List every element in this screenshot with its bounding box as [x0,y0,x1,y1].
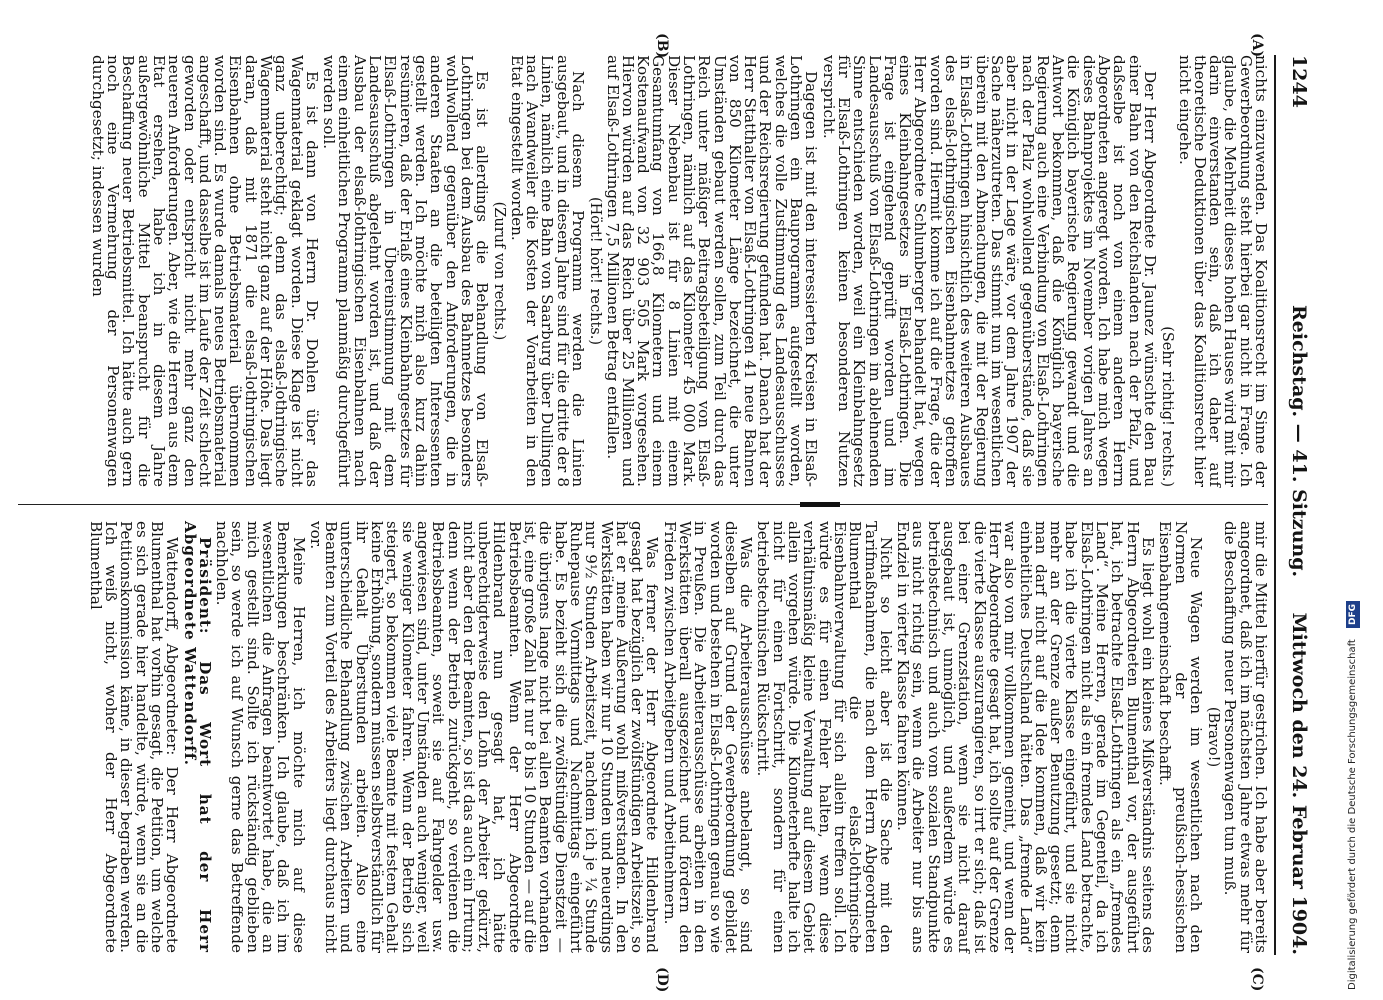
left-column [18,55,1268,487]
speaker-paragraph: Präsident: Das Wort hat der Herr Abgeordnete Wattendorff. [180,521,214,953]
paragraph: Meine Herren, ich möchte mich auf diese Bemerkungen beschränken. Ich glaube, daß ich im wesentlichen die Anfragen beantwortet habe, die an mich gestellt sind. Sollte ich rückständig geblieben sein, so werde ich auf Wunsch gerne das Betreffende nachholen. [213,521,308,953]
column-divider [18,504,1268,505]
dfg-logo: DFG [1346,601,1360,628]
paragraph: nichts einzuwenden. Das Koalitionsrecht im Sinne der Gewerbeordnung steht hierbei gar nicht in Frage. Ich glaube, die Mehrheit dieses hohen Hauses wird mit mir darin einverstanden sein, daß ich daher auf theoretische Deduktionen über das Koalitionsrecht hier nicht eingehe. [1175,55,1270,487]
interjection: (Bravo!) [1205,706,1222,768]
paragraph: Neue Wagen werden im wesentlichen nach den Normen der preußisch-hessischen Eisenbahngemeinschaft beschafft. [1156,521,1205,953]
interjection: (Hört! hört! rechts.) [587,197,604,345]
paragraph: Es liegt wohl ein kleines Mißverständnis seitens des Herrn Abgeordneten Blumenthal vor, der ausgeführt hat, ich betrachte Elsaß-Lothringen als ein „fremdes Land“. Meine Herren, gerade im Gegenteil, da ich Elsaß-Lothringen nicht als ein fremdes Land betrachte, habe ich die vierte Klasse eingeführt, und sie nicht mehr an der Grenze außer Benutzung gesetzt; denn man darf nicht auf die Idee kommen, daß wir kein einheitliches Deutschland hätten. Das „fremde Land“ war also von mir vollkommen gemeint, und wenn der Herr Abgeordnete gesagt hat, ich sollte auf der Grenze die vierte Klasse auszurangieren, so irrt er sich; daß ist bei einer Grenzstation, wenn sie nicht darauf ausgebaut ist, unmöglich, und außerdem würde es betriebstechnisch und auch vom sozialen Standpunkte aus nicht richtig sein, wenn die Arbeiter nur bis ans Endziel in vierter Klasse fahren können. [894,521,1157,953]
margin-marker-d: (D) [654,967,670,993]
right-column [18,521,1268,953]
footer-text: Digitalisierung gefördert durch die Deutsche Forschungsgemeinschaft [1347,639,1358,990]
newspaper-page [0,33,1320,993]
paragraph: Nach diesem Programm werden die Linien ausgebaut, und in diesem Jahre sind für die dritte der 8 Linien, nämlich eine Bahn von Saarburg über Dullingen nach Avandweiler die Kosten der Vorarbeiten in den Etat eingestellt worden. [507,55,587,487]
margin-marker-a: (A) [1249,33,1265,58]
header-date: Mittwoch den 24. Februar 1904. [1288,612,1310,955]
paragraph: Es ist dann von Herrn Dr. Dohlen über das Wagenmaterial geklagt worden. Diese Klage ist nicht ganz unberechtigt; denn das elsaß-lothringische Wagenmaterial steht nicht ganz auf der Höhe. Das liegt daran, daß mit 1871 die elsaß-lothringischen Eisenbahnen ohne Betriebsmaterial übernommen worden sind. Es wurde damals neues Betriebsmaterial angeschafft, und dasselbe ist im Laufe der Zeit schlecht geworden oder entspricht nicht mehr ganz den neueren Anforderungen. Aber, wie die Herren aus dem Etat ersehen, habe ich in diesem Jahre außergewöhnliche Mittel beansprucht für die Beschaffung neuer Betriebsmittel. Ich hätte auch gern noch eine Vermehrung der Personenwagen durchgesetzt; indessen wurden [88,55,321,487]
page-header [1278,55,1320,955]
margin-marker-b: (B) [654,33,670,59]
paragraph: Was ferner der Herr Abgeordnete Hildenbrand gesagt hat bezüglich der zwölfstündigen Arbeitszeit, so hat er meine Äußerung wohl mißverstanden. In den Werkstätten haben wir nur 10 Stunden und neuerdings nur 9½ Stunden Arbeitszeit, nachdem ich je ¼ Stunde Ruhepause Vormittags und Nachmittags eingeführt habe. Es bezieht sich die zwölfstündige Dienstzeit — die übrigens lange nicht bei allen Beamten vorhanden ist, eine große Zahl hat nur 8 bis 10 Stunden — auf die Betriebsbeamten. Wenn der Herr Abgeordnete Hildenbrand nun gesagt hat, ich hätte unberechtigterweise den Lohn der Arbeiter gekürzt, nicht aber den der Beamten, so ist das auch ein Irrtum; denn wenn der Betrieb zurückgeht, so verdienen die Betriebsbeamten, soweit sie auf Fahrgelder usw. angewiesen sind, unter Umständen auch weniger, weil sie weniger Kilometer fahren. Wenn der Betrieb sich steigert, so bekommen viele Beamte mit festem Gehalt keine Erhöhung, sondern müssen selbstverständlich für ihr Gehalt Überstunden arbeiten. Also eine unterschiedliche Behandlung zwischen Arbeitern und Beamten zum Vorteil des Arbeiters liegt durchaus nicht vor. [306,521,662,953]
paragraph: mir die Mittel hierfür gestrichen. Ich habe aber bereits angeordnet, daß ich im nächsten Jahre etwas mehr für die Beschaffung neuer Personenwagen tun muß. [1221,521,1270,953]
paragraph: Es ist allerdings die Behandlung von Elsaß-Lothringen bei dem Ausbau des Bahnnetzes besonders wohlwollend gegenüber den Anforderungen, die in anderen Staaten an die beteiligten Interessenten gestellt werden. Ich möchte mich also kurz dahin resümieren, daß der Erlaß eines Kleinbahngesetzes für Elsaß-Lothringen in Übereinstimmung mit dem Landesausschuß abgelehnt worden ist, und daß der Ausbau der elsaß-lothringischen Eisenbahnen nach einem einheitlichen Programm planmäßig durchgeführt werden soll. [320,55,492,487]
header-rule [1274,55,1276,955]
paragraph: Dagegen ist mit den interessierten Kreisen in Elsaß-Lothringen ein Bauprogramm aufgestellt worden, welches die volle Zustimmung des Landesausschusses und der Reichsregierung gefunden hat. Danach hat der Herr Statthalter von Elsaß-Lothringen 41 neue Bahnen von 850 Kilometer Länge bezeichnet, die unter Umständen gebaut werden sollen, zum Teil durch das Reich unter mäßiger Beitragsbeteiligung von Elsaß-Lothringen, nämlich auf das Kilometer 45 000 Mark. Dieser Nebenbau ist für 8 Linien mit einem Gesamtumfang von 166,8 Kilometern und einem Kostenaufwand von 32 903 505 Mark vorgesehen. Hiervon würden auf das Reich über 25 Millionen und auf Elsaß-Lothringen 7,5 Millionen Betrag entfallen. [603,55,821,487]
header-title: Reichstag. — 41. Sitzung. [1288,305,1310,578]
column-divider-mark [800,502,840,507]
margin-marker-c: (C) [1249,967,1265,992]
paragraph: Was die Arbeiterausschüsse anbelangt, so sind dieselben auf Grund der Gewerbeordnung gebildet worden und bestehen in Elsaß-Lothringen genau so wie in Preußen. Die Arbeiterausschüsse arbeiten in den Werkstätten überall ausgezeichnet und fördern den Frieden zwischen Arbeitgebern und Arbeitnehmern. [660,521,756,953]
paragraph: Nicht so leicht aber ist die Sache mit den Tarifmaßnahmen, die nach dem Herrn Abgeordneten Blumenthal die elsaß-lothringische Eisenbahnverwaltung für sich allein treffen soll. Ich würde es für einen Fehler halten, wenn diese verhältnismäßig kleine Verwaltung auf diesem Gebiet allein vorgehen würde. Die Kilometerhefte halte ich nicht für einen Fortschritt, sondern für einen betriebstechnischen Rückschritt. [754,521,895,953]
paragraph: Wattendorff, Abgeordneter: Der Herr Abgeordnete Blumenthal hat vorhin gesagt, die Petition, um welche es sich gerade hier handelte, würde, wenn sie an die Petitionskommission käme, in dieser begraben werden. Ich weiß nicht, woher der Herr Abgeordnete Blumenthal [86,521,182,953]
paragraph: Der Herr Abgeordnete Dr. Jaunez wünschte den Bau einer Bahn von den Reichslanden nach der Pfalz, und daßselbe ist noch von einem anderen Herrn Abgeordneten angeregt worden. Ich habe mich wegen dieses Bahnprojektes im November vorigen Jahres an die Königlich bayerische Regierung gewandt und die Antwort bekommen, daß die Königlich bayerische Regierung auch eine Verbindung von Elsaß-Lothringen nach der Pfalz wohlwollend gegenüberstände, daß sie aber nicht in der Lage wäre, vor dem Jahre 1907 der Sache näherzutreten. Das stimmt nun im wesentlichen überein mit den Abmachungen, die mit der Regierung in Elsaß-Lothringen hinsichtlich des weiteren Ausbaues des elsaß-lothringischen Eisenbahnnetzes getroffen worden sind. Hiermit komme ich auf die Frage, die der Herr Abgeordnete Schlumberger behandelt hat, wegen eines Kleinbahngesetzes in Elsaß-Lothringen. Die Frage ist eingehend geprüft worden und im Landesausschuß von Elsaß-Lothringen im ablehnenden Sinne entschieden worden, weil ein Kleinbahngesetz für Elsaß-Lothringen keinen besonderen Nutzen verspricht. [819,55,1159,487]
digitization-footer [1342,10,1364,990]
interjection: (Zuruf von rechts.) [491,201,508,341]
interjection: (Sehr richtig! rechts.) [1159,326,1176,487]
page-number: 1244 [1288,55,1310,108]
